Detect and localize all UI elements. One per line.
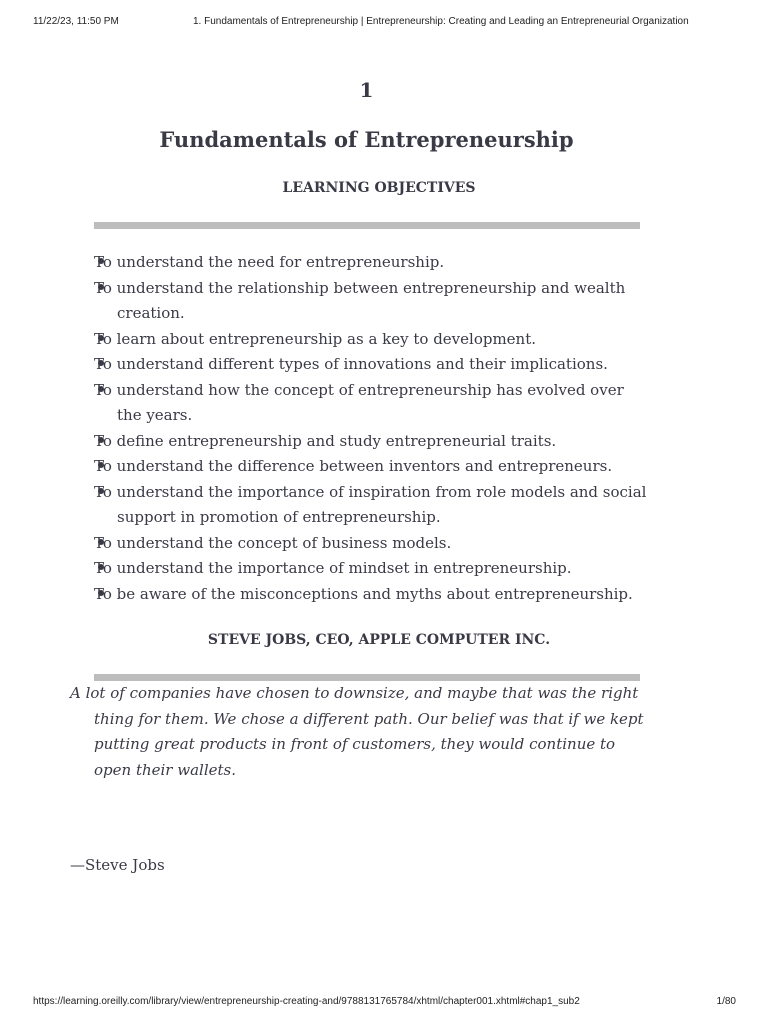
quote-attribution: —Steve Jobs	[70, 856, 165, 874]
objective-text: To understand the importance of inspiration from role models and social support in promotion of entrepreneurship.	[94, 482, 647, 526]
chapter-title: Fundamentals of Entrepreneurship	[159, 127, 574, 152]
list-item	[94, 454, 650, 480]
list-item	[94, 429, 650, 455]
objective-text: To be aware of the misconceptions and myths about entrepreneurship.	[94, 584, 633, 603]
objective-text: To understand the concept of business models.	[94, 533, 452, 552]
list-item	[94, 531, 650, 557]
section-divider	[94, 674, 640, 681]
objective-text: To understand how the concept of entrepreneurship has evolved over the years.	[94, 380, 624, 424]
objective-text: To understand different types of innovations and their implications.	[94, 355, 608, 373]
list-item	[94, 276, 650, 327]
list-item	[94, 250, 650, 276]
objective-text: To define entrepreneurship and study entrepreneurial traits.	[94, 431, 557, 450]
section-divider	[94, 222, 640, 229]
list-item	[94, 480, 650, 531]
print-header	[33, 16, 738, 30]
list-item	[94, 378, 650, 429]
print-date: 11/22/23, 11:50 PM	[33, 16, 119, 27]
print-url: https://learning.oreilly.com/library/view/entrepreneurship-creating-and/9788131765784/xhtml/chapter001.xhtml#chap1_sub2	[33, 996, 580, 1007]
print-page-title: 1. Fundamentals of Entrepreneurship | Entrepreneurship: Creating and Leading an Entrepreneurial Organization	[193, 16, 689, 27]
quote-section-heading: STEVE JOBS, CEO, APPLE COMPUTER INC.	[207, 632, 551, 648]
objective-text: To understand the relationship between entrepreneurship and wealth creation.	[94, 278, 626, 322]
print-footer	[33, 996, 738, 1010]
page-counter: 1/80	[716, 996, 736, 1007]
objective-text: To learn about entrepreneurship as a key to development.	[94, 329, 537, 348]
objective-text: To understand the importance of mindset in entrepreneurship.	[94, 559, 572, 577]
epigraph-quote: A lot of companies have chosen to downsize, and maybe that was the right thing for them. We chose a different path. Our belief was that if we kept putting great products in front of customers, they would continue to open their wallets.	[70, 684, 644, 779]
objective-text: To understand the need for entrepreneurship.	[94, 253, 445, 271]
learning-objectives-heading: LEARNING OBJECTIVES	[282, 180, 476, 196]
list-item	[94, 556, 650, 582]
chapter-number: 1	[359, 78, 374, 102]
list-item	[94, 327, 650, 353]
list-item	[94, 352, 650, 378]
learning-objectives-list	[94, 250, 650, 607]
objective-text: To understand the difference between inventors and entrepreneurs.	[94, 457, 613, 475]
list-item	[94, 582, 650, 608]
